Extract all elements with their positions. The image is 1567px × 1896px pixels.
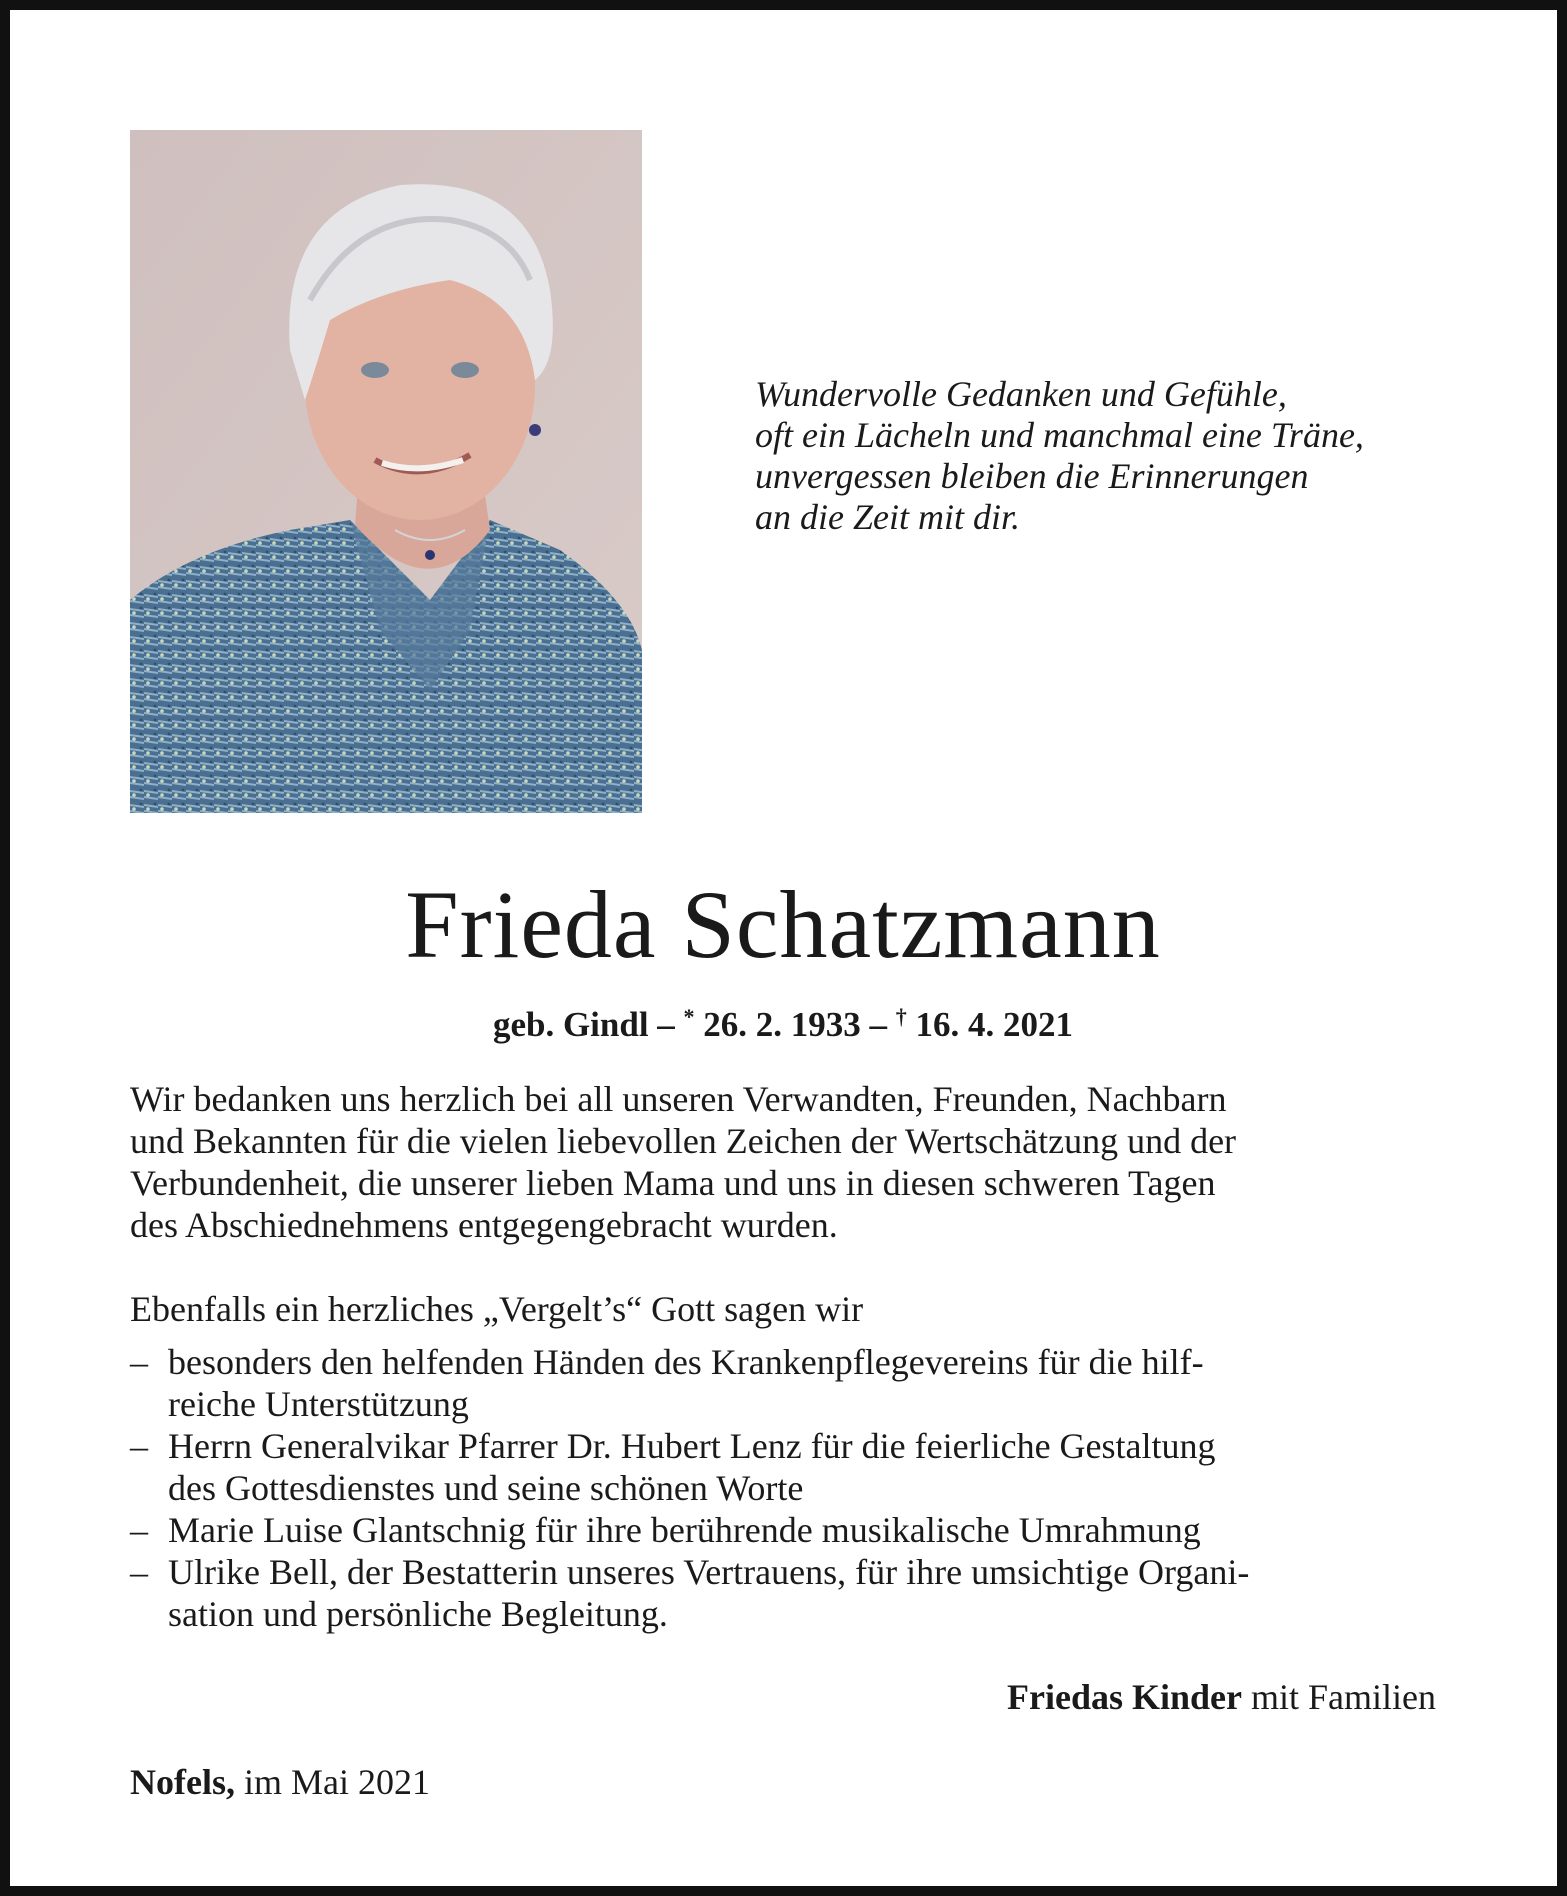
death-cross-icon: † [895,1004,907,1029]
poem-line: unvergessen bleiben die Erinnerungen [755,456,1309,496]
list-item-line: besonders den helfenden Händen des Krankenpflegevereins für die hilf- [168,1342,1204,1382]
thanks-line: des Abschiednehmens entgegengebracht wurden. [130,1205,838,1245]
list-item-line: Marie Luise Glantschnig für ihre berührende musikalische Umrahmung [168,1510,1201,1550]
poem [755,374,1435,538]
dash-icon: – [130,1510,148,1550]
portrait-photo [130,130,642,813]
list-item-line: Ulrike Bell, der Bestatterin unseres Vertrauens, für ihre umsichtige Organi- [168,1552,1250,1592]
poem-line: Wundervolle Gedanken und Gefühle, [755,374,1287,414]
list-item-line: des Gottesdienstes und seine schönen Worte [168,1468,804,1508]
list-item [130,1341,1436,1425]
thanks-line: Verbundenheit, die unserer lieben Mama und uns in diesen schweren Tagen [130,1163,1216,1203]
birth-date: 26. 2. 1933 – [694,1005,896,1044]
dash-icon: – [130,1426,148,1466]
gratitude-intro: Ebenfalls ein herzliches „Vergelt’s“ Gott sagen wir [130,1289,864,1329]
signature-names: Friedas Kinder [1007,1677,1242,1717]
birth-star-icon: * [683,1004,695,1029]
list-item [130,1509,1436,1551]
thanks-line: Wir bedanken uns herzlich bei all unseren Verwandten, Freunden, Nachbarn [130,1079,1227,1119]
place-name: Nofels, [130,1762,235,1802]
gratitude-list [130,1341,1436,1635]
signature-suffix: mit Familien [1242,1677,1436,1717]
thanks-line: und Bekannten für die vielen liebevollen Zeichen der Wertschätzung und der [130,1121,1237,1161]
list-item-line: Herrn Generalvikar Pfarrer Dr. Hubert Lenz für die feierliche Gestaltung [168,1426,1216,1466]
portrait-icon [130,130,642,813]
list-item [130,1551,1436,1635]
place-date-text: im Mai 2021 [234,1762,430,1802]
place-date [130,1761,430,1803]
poem-line: an die Zeit mit dir. [755,497,1021,537]
list-item [130,1425,1436,1509]
life-dates [130,995,1436,1047]
thanks-paragraph [130,1078,1436,1246]
signature [1007,1676,1436,1718]
birth-name: geb. Gindl – [492,1005,684,1044]
dash-icon: – [130,1342,148,1382]
list-item-line: reiche Unterstützung [168,1384,469,1424]
poem-line: oft ein Lächeln und manchmal eine Träne, [755,415,1364,455]
death-date: 16. 4. 2021 [906,1005,1074,1044]
dash-icon: – [130,1552,148,1592]
list-item-line: sation und persönliche Begleitung. [168,1594,668,1634]
deceased-name: Frieda Schatzmann [405,871,1161,978]
